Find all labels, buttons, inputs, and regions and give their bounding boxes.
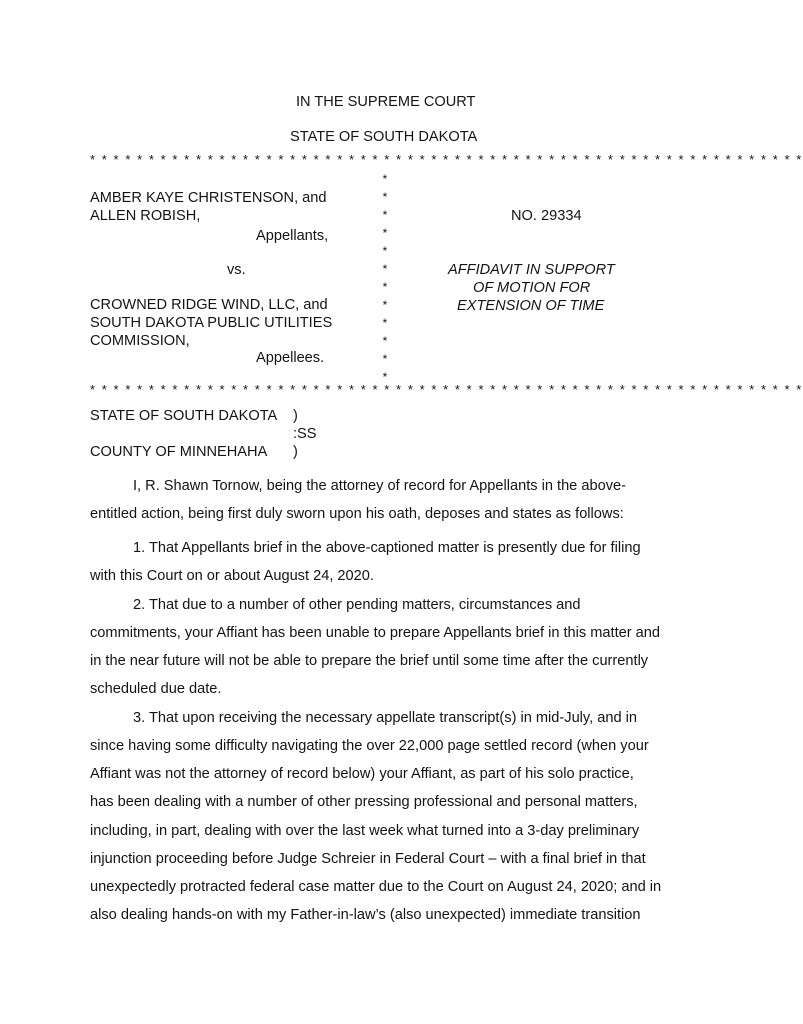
appellant-names-line2: ALLEN ROBISH,	[90, 208, 201, 224]
appellee-names-line2: SOUTH DAKOTA PUBLIC UTILITIES	[90, 315, 333, 331]
caption-star: *	[382, 280, 388, 294]
caption-star: *	[382, 172, 388, 186]
body-line: with this Court on or about August 24, 2020.	[90, 568, 374, 584]
body-line: scheduled due date.	[90, 681, 222, 697]
body-line: since having some difficulty navigating the over 22,000 page settled record (when your	[90, 738, 649, 754]
venue-paren-open: )	[293, 408, 298, 424]
caption-rule-bottom: * * * * * * * * * * * * * * * * * * * * * * * * * * * * * * * * * * * * * * * * * * * * * * * * * * * * * * * * * * * * *	[90, 382, 803, 397]
appellees-role: Appellees.	[256, 350, 325, 366]
body-line: in the near future will not be able to prepare the brief until some time after the currently	[90, 653, 649, 669]
versus-label: vs.	[227, 262, 246, 278]
venue-ss: :SS	[293, 426, 317, 442]
caption-star: *	[382, 370, 388, 384]
appellant-names-line1: AMBER KAYE CHRISTENSON, and	[90, 190, 327, 206]
appellee-names-line3: COMMISSION,	[90, 333, 190, 349]
court-name: IN THE SUPREME COURT	[296, 94, 476, 110]
caption-rule-top: * * * * * * * * * * * * * * * * * * * * * * * * * * * * * * * * * * * * * * * * * * * * * * * * * * * * * * * * * * * * *	[90, 152, 803, 167]
caption-star: *	[382, 190, 388, 204]
body-line: also dealing hands-on with my Father-in-law’s (also unexpected) immediate transition	[90, 907, 641, 923]
venue-county: COUNTY OF MINNEHAHA	[90, 444, 268, 460]
caption-star: *	[382, 262, 388, 276]
body-line: has been dealing with a number of other pressing professional and personal matters,	[90, 794, 638, 810]
body-line: injunction proceeding before Judge Schreier in Federal Court – with a final brief in that	[90, 851, 646, 867]
caption-star: *	[382, 298, 388, 312]
document-title-line2: OF MOTION FOR	[473, 280, 591, 296]
body-line: Affiant was not the attorney of record below) your Affiant, as part of his solo practice,	[90, 766, 634, 782]
court-state: STATE OF SOUTH DAKOTA	[290, 129, 478, 145]
caption-star: *	[382, 316, 388, 330]
document-title-line1: AFFIDAVIT IN SUPPORT	[448, 262, 615, 278]
caption-star: *	[382, 334, 388, 348]
caption-star: *	[382, 352, 388, 366]
body-line: 1. That Appellants brief in the above-captioned matter is presently due for filing	[133, 540, 641, 556]
venue-state: STATE OF SOUTH DAKOTA	[90, 408, 278, 424]
body-line: including, in part, dealing with over the last week what turned into a 3-day preliminary	[90, 823, 640, 839]
caption-star: *	[382, 208, 388, 222]
caption-star: *	[382, 244, 388, 258]
appellee-names-line1: CROWNED RIDGE WIND, LLC, and	[90, 297, 328, 313]
case-number: NO. 29334	[511, 208, 582, 224]
appellants-role: Appellants,	[256, 228, 329, 244]
body-line: unexpectedly protracted federal case matter due to the Court on August 24, 2020; and in	[90, 879, 662, 895]
body-line: entitled action, being first duly sworn upon his oath, deposes and states as follows:	[90, 506, 624, 522]
document-title-line3: EXTENSION OF TIME	[457, 298, 605, 314]
caption-star: *	[382, 226, 388, 240]
body-line: 3. That upon receiving the necessary appellate transcript(s) in mid-July, and in	[133, 710, 638, 726]
venue-paren-close: )	[293, 444, 298, 460]
body-line: I, R. Shawn Tornow, being the attorney of record for Appellants in the above-	[133, 478, 626, 494]
body-line: 2. That due to a number of other pending matters, circumstances and	[133, 597, 581, 613]
body-line: commitments, your Affiant has been unable to prepare Appellants brief in this matter and	[90, 625, 661, 641]
